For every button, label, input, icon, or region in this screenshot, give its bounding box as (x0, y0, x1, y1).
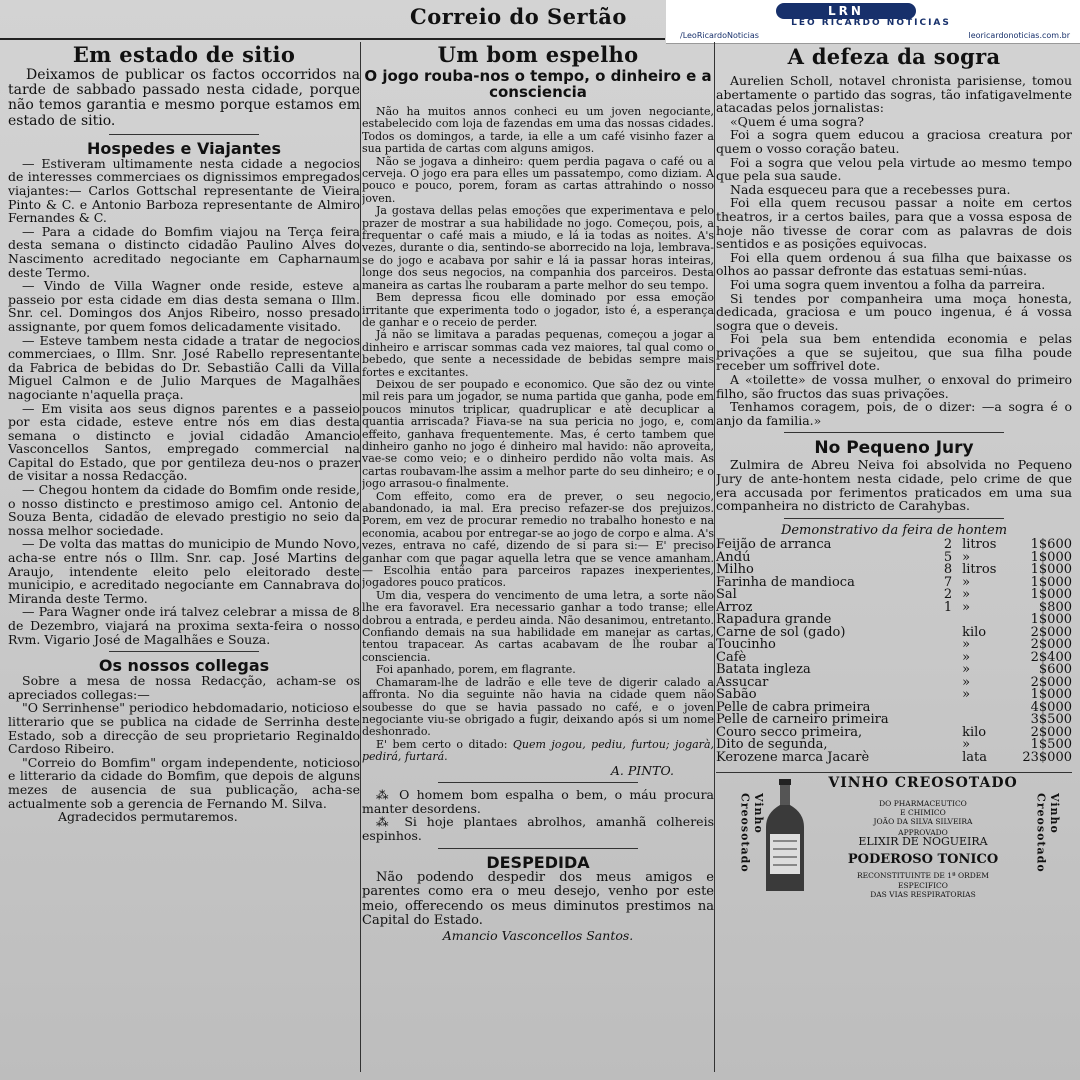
paper-name: Correio do Sertão (410, 4, 627, 29)
feira-item: Andú (716, 549, 751, 565)
feira-item: Milho (716, 562, 754, 578)
sogra-para: Foi a sogra quem educou a graciosa creatura por quem o vosso coração bateu. (716, 127, 1072, 156)
feira-title: Demonstrativo da feira de hontem (780, 522, 1008, 538)
feira-qty: 8 (943, 562, 953, 578)
feira-qty (940, 702, 959, 715)
ad-line: DO PHARMACEUTICO (879, 799, 967, 809)
hospedes-para: — Esteve tambem nesta cidade a tratar de negocios commerciaes, o Illm. Snr. José Rabello representante da Fabrica de bebidas do Dr. Sebastião Calli da Villa Miguel Calmon e de Julio Marques de Magalhães nagociante n'aquella praça. (8, 332, 360, 402)
social-site: leoricardonoticias.com.br (968, 31, 1070, 40)
jogo-para: Com effeito, como era de prever, o seu negocio, abandonado, ia mal. Era preciso refazer-se dos prejuizos. Porem, em vez de procurar remedio no trabalho honesto e na economia, acabou por entregar-se ao jogo de corpo e alma. A's vezes, entrava no café, dizendo de si para si:— E' preciso ganhar com que pagar aquella letra que se vence amanham. — Escolhia então para parceiros rapazes inexperientes, jogadores pouco praticos. (362, 489, 714, 590)
feira-qty (940, 614, 959, 627)
feira-item: Rapadura grande (716, 612, 832, 628)
despedida-text: Não podendo despedir dos meus amigos e parentes como era o meu desejo, venho por este meio, offerecendo os meus diminutos prestimos na Capital do Estado. (362, 869, 714, 928)
ad-line: ESPECIFICO (898, 881, 948, 891)
feira-price: 1$000 (1030, 549, 1072, 565)
feira-row (716, 752, 1072, 765)
jogo-para: Um dia, vespera do vencimento de uma letra, a sorte não lhe era favoravel. Era necessario ganhar a todo transe; elle dobrou a entrada, e perdeu ainda. Não desanimou, entretanto. Confiando demais na sua habilidade em manejar as cartas, tentou trapacear. As cartas acabavam de lhe roubar a consciencia. (362, 588, 714, 664)
sogra-title: A defeza da sogra (787, 44, 1001, 69)
feira-price: 1$600 (1030, 537, 1072, 553)
feira-unit: » (962, 649, 971, 665)
feira-item: Pelle de cabra primeira (716, 699, 871, 715)
feira-qty (940, 752, 959, 765)
jogo-para: Não se jogava a dinheiro: quem perdia pagava o café ou a cerveja. O jogo era para elles um passatempo, como diziam. A pouco e pouco, porem, foram as cartas attrahindo o nosso joven. (362, 154, 714, 205)
feira-item: Toucinho (716, 637, 776, 653)
ditado-intro: E' bem certo o ditado: (376, 737, 508, 751)
sogra-para: Si tendes por companheira uma moça honesta, dedicada, graciosa e um pouco ingenua, é á vossa sogra que o deveis. (716, 290, 1072, 333)
jogo-para: Chamaram-lhe de ladrão e elle teve de digerir calado a affronta. No dia seguinte não havia na cidade quem não soubesse do que se havia passado no café, e o joven negociante viu-se obrigado a fugir, deixando após si um nome deshonrado. (362, 675, 714, 739)
jogo-para: Já não se limitava a paradas pequenas, começou a jogar a dinheiro e arriscar sommas cada vez maiores, tal qual como o bebedo, que sente a necessidade de bebidas sempre mais fortes e excitantes. (362, 328, 714, 379)
feira-price: 2$000 (1030, 674, 1072, 690)
feira-item: Cafè (716, 649, 747, 665)
feira-item: Batata ingleza (716, 662, 811, 678)
sogra-para: «Quem é uma sogra? (730, 113, 864, 129)
bottle-icon (762, 779, 808, 894)
despedida-title: DESPEDIDA (486, 852, 590, 872)
sogra-para: Foi uma sogra quem inventou a folha da parreira. (730, 276, 1046, 292)
divider (109, 651, 259, 652)
feira-qty (940, 727, 959, 740)
feira-qty: 7 (943, 574, 953, 590)
sogra-para: Tenhamos coragem, pois, de o dizer: —a sogra é o anjo da familia.» (716, 399, 1072, 428)
feira-qty (940, 639, 959, 652)
feira-item: Carne de sol (gado) (716, 624, 846, 640)
feira-item: Couro secco primeira, (716, 724, 863, 740)
column-divider (714, 42, 715, 1072)
social-handle: /LeoRicardoNoticias (680, 31, 759, 40)
feira-price: 1$000 (1030, 612, 1072, 628)
ad-title: VINHO CREOSOTADO (828, 775, 1018, 792)
jogo-para: Não ha muitos annos conheci eu um joven negociante, estabelecido com loja de fazendas em uma das nossas cidades. Todos os domingos, a tarde, ia elle a um café visinho fazer a sua partida de cartas com alguns amigos. (362, 105, 714, 156)
jogo-para: Deixou de ser poupado e economico. Que são dez ou vinte mil reis para um jogador, se numa partida que ganha, pode em poucos minutos triplicar, quadruplicar e atè decuplicar a quantia arriscada? Fiava-se na sua pericia no jogo, e, com effeito, ganhava frequentemente. Mas, é certo tambem que dinheiro ganho no jogo é dinheiro mal havido: não aproveita, vae-se como veio; e o dinheiro perdido não volta mais. As cartas roubavam-lhe assim a melhor parte do seu dinheiro; e o jogo arrasou-o finalmente. (362, 377, 714, 491)
feira-item: Sabão (716, 687, 757, 703)
feira-row (716, 552, 1072, 565)
feira-unit: kilo (962, 724, 987, 740)
sogra-para: Nada esqueceu para que a recebesses pura. (730, 181, 1011, 197)
sogra-para: Foi ella quem ordenou á sua filha que baixasse os olhos ao passar defronte das estatuas semi-núas. (716, 249, 1072, 279)
ad-vertical-left: Vinho Creosotado (738, 793, 766, 874)
feira-item: Kerozene marca Jacarè (716, 749, 870, 765)
feira-unit: kilo (962, 624, 987, 640)
feira-row (716, 589, 1072, 602)
jogo-para: Ja gostava dellas pelas emoções que experimentava e pelo prazer de mostrar a sua habilidade no jogo. Começou, pois, a frequentar o café mais a miudo, e lá ia todas as noites. A's vezes, durante o dia, sentindo-se aborrecido na loja, lembrava-se do jogo e acabava por sahir e lá ia passar horas inteiras, longe dos seus negocios, na companhia dos parceiros. Desta maneira as cartas lhe roubaram a parte melhor do seu tempo. (362, 204, 714, 292)
divider (109, 134, 259, 135)
logo-name: LEO RICARDO NOTICIAS (791, 18, 951, 28)
feira-price: 3$500 (1030, 712, 1072, 728)
feira-price: 2$400 (1030, 649, 1072, 665)
feira-item: Assucar (716, 674, 769, 690)
collegas-title: Os nossos collegas (98, 656, 270, 676)
ad-line: E CHIMICO (900, 808, 946, 818)
hospedes-para: — Vindo de Villa Wagner onde reside, esteve a passeio por esta cidade em dias desta semana o Illm. Snr. cel. Domingos dos Anjos Ribeiro, nosso presado assignante, por quem fomos delicadamente visitado. (8, 278, 360, 334)
feira-price: 4$000 (1030, 699, 1072, 715)
jury-title: No Pequeno Jury (814, 438, 974, 459)
feira-unit: litros (962, 562, 997, 578)
ad-line: JOÃO DA SILVA SILVEIRA (873, 817, 973, 827)
column-right (716, 42, 1072, 1078)
logo-social (680, 31, 1070, 40)
feira-unit: » (962, 599, 971, 615)
feira-qty: 2 (943, 537, 953, 553)
maxim: ⁂ Si hoje plantaes abrolhos, amanhã colhereis espinhos. (362, 814, 714, 843)
feira-item: Feijão de arranca (716, 537, 832, 553)
ad-line: PODEROSO TONICO (847, 852, 999, 868)
sogra-para: Foi pela sua bem entendida economia e pelas privações a que se sujeitou, que sua filha poude receber um soffrivel dote. (716, 331, 1072, 374)
feira-item: Farinha de mandioca (716, 574, 855, 590)
feira-price: 1$000 (1030, 574, 1072, 590)
sogra-para: A «toilette» de vossa mulher, o enxoval do primeiro filho, são fructos das suas privações. (716, 372, 1072, 401)
feira-unit: » (962, 687, 971, 703)
divider (438, 848, 638, 849)
feira-price: 2$000 (1030, 724, 1072, 740)
feira-price: $800 (1038, 599, 1072, 615)
feira-unit: » (962, 587, 971, 603)
feira-item: Arroz (716, 599, 753, 615)
hospedes-para: — Em visita aos seus dignos parentes e a passeio por esta cidade, esteve entre nós em dias desta semana o distincto e jovial cidadão Amancio Vasconcellos Santos, empregado commercial na Capital do Estado, que por gentileza deu-nos o prazer de visitar a nossa Redacção. (8, 400, 360, 484)
feira-qty (940, 627, 959, 640)
column-left (8, 42, 360, 1078)
sogra-para: Aurelien Scholl, notavel chronista parisiense, tomou abertamente o partido das sogras, tão infatigavelmente atacadas pelos jornalistas: (716, 73, 1072, 116)
feira-item: Dito de segunda, (716, 737, 828, 753)
divider (784, 432, 1004, 433)
feira-unit: » (962, 637, 971, 653)
collegas-para: Agradecidos permutaremos. (58, 809, 238, 825)
hospedes-para: — Para Wagner onde irá talvez celebrar a missa de 8 de Dezembro, viajará na proxima sexta-feira o nosso Rvm. Vigario José de Magalhães e Souza. (8, 604, 360, 647)
ad-line: DAS VIAS RESPIRATORIAS (870, 890, 976, 900)
asterism-icon: ⁂ (376, 814, 405, 830)
asterism-icon: ⁂ (376, 787, 400, 803)
ditado (362, 739, 714, 764)
masthead (0, 0, 665, 40)
watermark-logo (666, 0, 1080, 44)
feira-price: 1$000 (1030, 587, 1072, 603)
feira-row (716, 539, 1072, 552)
feira-item: Pelle de carneiro primeira (716, 712, 889, 728)
logo-badge: LRN (776, 3, 916, 19)
feira-qty: 1 (943, 599, 953, 615)
column-divider (360, 42, 361, 1072)
feira-price: 1$000 (1030, 562, 1072, 578)
ditado-quote: Quem jogou, pediu, furtou; jogarà, pedirá, furtará. (362, 737, 714, 764)
collegas-para: Sobre a mesa de nossa Redacção, acham-se os apreciados collegas:— (8, 673, 360, 702)
divider (438, 782, 638, 783)
maxim: ⁂ O homem bom espalha o bem, o máu procura manter desordens. (362, 787, 714, 816)
jury-text: Zulmira de Abreu Neiva foi absolvida no Pequeno Jury de ante-hontem nesta cidade, pelo crime de que era accusada por ferimentos praticados em uma sua companheira no districto de Carahybas. (716, 457, 1072, 514)
feira-qty: 2 (943, 587, 953, 603)
hospedes-para: — De volta das mattas do municipio de Mundo Novo, acha-se entre nós o Illm. Snr. cap. José Martins de Araujo, intendente eleito pelo eleitorado deste municipio, e acreditado negociante em Cannabrava do Miranda deste Termo. (8, 536, 360, 606)
feira-unit: » (962, 662, 971, 678)
hospedes-para: — Para a cidade do Bomfim viajou na Terça feira desta semana o distincto cidadão Paulino Alves do Nascimento acreditado negociante em Capharnaum deste Termo. (8, 223, 360, 280)
feira-unit: » (962, 574, 971, 590)
column-middle (362, 42, 714, 1078)
feira-qty (940, 664, 959, 677)
jogo-para: Bem depressa ficou elle dominado por essa emoção irritante que experimenta todo o jogador, isto é, a esperança de ganhar e o receio de perder. (362, 291, 714, 329)
feira-row (716, 639, 1072, 652)
feira-price: 1$500 (1030, 737, 1072, 753)
hospedes-title: Hospedes e Viajantes (86, 138, 282, 158)
hospedes-para: — Chegou hontem da cidade do Bomfim onde reside, o nosso distincto e prestimoso amigo cel. Antonio de Souza Benta, cidadão de elevado prestigio no seio da nossa melhor sociedade. (8, 482, 360, 538)
divider (784, 518, 1004, 519)
feira-price: 2$000 (1030, 637, 1072, 653)
feira-item: Sal (716, 587, 737, 603)
jogo-title: O jogo rouba-nos o tempo, o dinheiro e a consciencia (364, 67, 712, 101)
vinho-advertisement (716, 772, 1072, 900)
feira-unit (958, 702, 1008, 715)
feira-unit: » (962, 674, 971, 690)
feira-qty: 5 (943, 549, 953, 565)
feira-unit: » (962, 549, 971, 565)
feira-price: 1$000 (1030, 687, 1072, 703)
sogra-para: Foi ella quem recusou passar a noite em certos theatros, ir a certos bailes, para que a vossa esposa de hoje não tivesse de corar com as palavras de dois sentidos e as posições equivocas. (716, 195, 1072, 252)
feira-unit: » (962, 737, 971, 753)
feira-row (716, 664, 1072, 677)
feira-qty (940, 689, 959, 702)
jogo-para: Foi apanhado, porem, em flagrante. (376, 663, 576, 677)
sitio-text: Deixamos de publicar os factos occorridos na tarde de sabbado passado nesta cidade, porque não temos garantia e mesmo porque estamos em estado de sitio. (8, 67, 360, 129)
feira-price: $600 (1038, 662, 1072, 678)
sitio-title: Em estado de sitio (72, 42, 296, 67)
feira-qty (940, 677, 959, 690)
collegas-para: "O Serrinhense" periodico hebdomadario, noticioso e litterario que se publica na cidade de Serrinha deste Estado, sob a direcção de seu proprietario Reginaldo Cardoso Ribeiro. (8, 700, 360, 757)
ad-line: APPROVADO (898, 828, 948, 838)
feira-qty (940, 739, 959, 752)
feira-row (716, 577, 1072, 590)
feira-unit: lata (962, 749, 987, 765)
feira-qty (940, 714, 959, 727)
signature: A. PINTO. (610, 762, 674, 778)
feira-qty (940, 652, 959, 665)
ad-line: RECONSTITUINTE DE 1ª ORDEM (857, 871, 989, 881)
espelho-title: Um bom espelho (437, 42, 639, 67)
collegas-para: "Correio do Bomfim" orgam independente, noticioso e litterario da cidade do Bomfim, que depois de alguns mezes de ausencia de sua publicação, acha-se actualmente sob a gerencia de Fernando M. Silva. (8, 754, 360, 811)
ad-line: ELIXIR DE NOGUEIRA (858, 835, 988, 849)
hospedes-para: — Estiveram ultimamente nesta cidade a negocios de interesses commerciaes os dignissimos empregados viajantes:— Carlos Gottschal representante de Vieira Pinto & C. e Antonio Barboza representante de Almiro Fernandes & C. (8, 155, 360, 226)
despedida-signature: Amancio Vasconcellos Santos. (442, 927, 634, 943)
feira-table (716, 539, 1072, 764)
feira-price: 23$000 (1022, 749, 1072, 765)
feira-unit: litros (962, 537, 997, 553)
feira-row (716, 677, 1072, 690)
feira-price: 2$000 (1030, 624, 1072, 640)
ad-vertical-right: Vinho Creosotado (1034, 793, 1062, 874)
sogra-para: Foi a sogra que velou pela virtude ao mesmo tempo que pela sua saude. (716, 154, 1072, 184)
